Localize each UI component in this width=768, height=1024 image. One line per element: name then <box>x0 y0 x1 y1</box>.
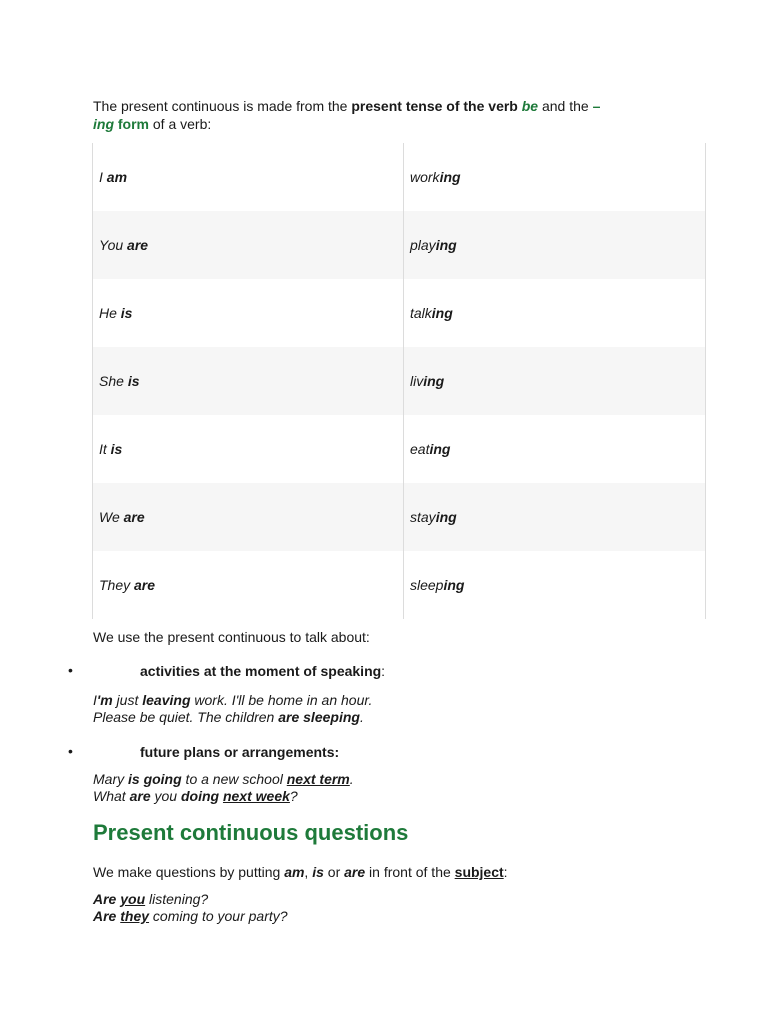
verb-stem: eat <box>410 441 430 457</box>
intro-text: , <box>304 864 313 880</box>
verb-stem: work <box>410 169 440 185</box>
example-bold: Are <box>93 891 117 907</box>
bullet-label-text: activities at the moment of speaking <box>140 663 382 679</box>
verb-cell <box>404 551 706 619</box>
intro-text: We make questions by putting <box>93 864 285 880</box>
example-bold: are <box>129 788 151 804</box>
example-text: to a new school <box>181 771 287 787</box>
example-text: you <box>150 788 181 804</box>
example-bold: Are <box>93 908 117 924</box>
verb-stem: talk <box>410 305 432 321</box>
example-underlined: you <box>120 891 146 907</box>
table-row <box>93 279 706 347</box>
example-text: ? <box>289 788 298 804</box>
verb-suffix: ing <box>431 305 453 321</box>
subject: We <box>99 509 120 525</box>
subject-cell <box>93 415 404 483</box>
verb-cell <box>404 483 706 551</box>
bullet-label-future: future plans or arrangements: <box>140 744 340 760</box>
subject: It <box>99 441 107 457</box>
intro-text: in front of the <box>365 864 455 880</box>
subject-cell <box>93 483 404 551</box>
subject-cell <box>93 279 404 347</box>
example-bold: leaving <box>142 692 191 708</box>
intro-paragraph <box>93 97 673 133</box>
keyword-is: is <box>312 864 324 880</box>
auxiliary: is <box>120 305 133 321</box>
table-row <box>93 415 706 483</box>
example-text: just <box>112 692 143 708</box>
intro-form: form <box>114 116 149 132</box>
example-bold: 'm <box>96 692 113 708</box>
verb-cell <box>404 211 706 279</box>
verb-stem: stay <box>410 509 436 525</box>
intro-text: or <box>323 864 345 880</box>
intro-text3: of a verb: <box>152 116 212 132</box>
table-row <box>93 211 706 279</box>
example-activities <box>93 692 372 726</box>
auxiliary: are <box>127 237 149 253</box>
subject-cell <box>93 143 404 211</box>
verb-suffix: ing <box>423 373 445 389</box>
intro-be: be <box>521 98 539 114</box>
verb-stem: liv <box>410 373 424 389</box>
subject: I <box>99 169 103 185</box>
auxiliary: are <box>134 577 156 593</box>
example-text: . <box>359 709 364 725</box>
example-bold: doing <box>180 788 220 804</box>
intro-text: : <box>503 864 508 880</box>
subject-cell <box>93 347 404 415</box>
example-text: I <box>93 692 97 708</box>
example-text: Please be quiet. The children <box>93 709 279 725</box>
example-underlined: next term <box>286 771 350 787</box>
subject: They <box>99 577 131 593</box>
table-row <box>93 143 706 211</box>
verb-cell <box>404 415 706 483</box>
verb-cell <box>404 279 706 347</box>
intro-text2: and the <box>538 98 593 114</box>
subject-cell <box>93 211 404 279</box>
example-future <box>93 771 354 805</box>
auxiliary: is <box>127 373 140 389</box>
example-underlined: next week <box>222 788 290 804</box>
bullet-label-activities <box>140 663 385 679</box>
auxiliary: are <box>123 509 145 525</box>
example-text: . <box>349 771 354 787</box>
questions-intro <box>93 864 508 880</box>
intro-dash: – <box>592 98 601 114</box>
verb-suffix: ing <box>435 509 457 525</box>
keyword-are: are <box>344 864 366 880</box>
example-questions <box>93 891 288 925</box>
conjugation-table <box>92 143 706 619</box>
use-intro: We use the present continuous to talk about: <box>93 629 370 645</box>
intro-ing: ing <box>93 116 114 132</box>
verb-suffix: ing <box>429 441 451 457</box>
keyword-am: am <box>284 864 305 880</box>
example-text: What <box>93 788 130 804</box>
table-row <box>93 483 706 551</box>
subject: She <box>99 373 124 389</box>
example-text: work. I'll be home in an hour. <box>190 692 373 708</box>
intro-strong-present-tense: present tense of the verb <box>351 98 518 114</box>
bullet-label-colon: : <box>381 663 386 679</box>
verb-suffix: ing <box>443 577 465 593</box>
example-text: listening? <box>145 891 209 907</box>
subject: You <box>99 237 124 253</box>
verb-cell <box>404 347 706 415</box>
bullet-dot: • <box>68 662 73 678</box>
intro-text1: The present continuous is made from the <box>93 98 352 114</box>
table-row <box>93 347 706 415</box>
keyword-subject: subject <box>454 864 504 880</box>
section-heading: Present continuous questions <box>93 820 409 845</box>
example-underlined: they <box>120 908 150 924</box>
verb-suffix: ing <box>439 169 461 185</box>
example-text: coming to your party? <box>149 908 288 924</box>
example-text: Mary <box>93 771 128 787</box>
subject: He <box>99 305 117 321</box>
table-row <box>93 551 706 619</box>
verb-stem: play <box>410 237 436 253</box>
auxiliary: am <box>106 169 128 185</box>
verb-cell <box>404 143 706 211</box>
bullet-dot: • <box>68 743 73 759</box>
subject-cell <box>93 551 404 619</box>
auxiliary: is <box>110 441 123 457</box>
example-bold: are sleeping <box>278 709 360 725</box>
verb-stem: sleep <box>410 577 444 593</box>
verb-suffix: ing <box>435 237 457 253</box>
example-bold: is going <box>128 771 182 787</box>
